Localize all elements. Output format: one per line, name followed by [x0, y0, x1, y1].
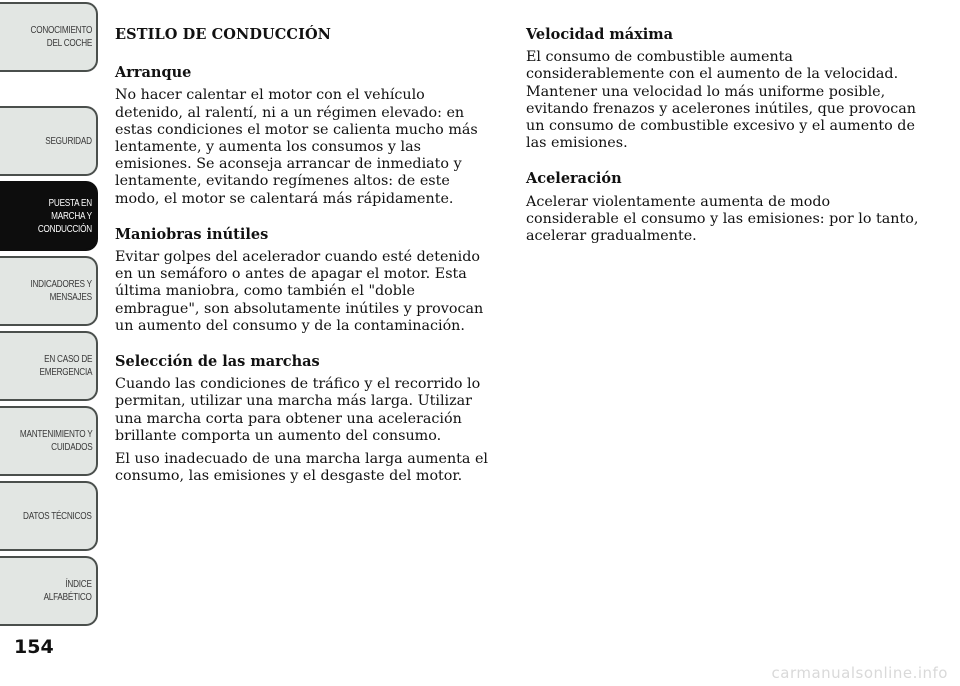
tab-label: CONOCIMIENTO DEL COCHE [30, 25, 92, 49]
section-heading: Aceleración [526, 170, 622, 188]
page-number: 154 [14, 636, 54, 658]
tab-mantenimiento-y-cuidados[interactable] [0, 406, 98, 476]
tab-datos-tecnicos[interactable] [0, 481, 98, 551]
body-paragraph: Cuando las condiciones de tráfico y el recorrido lo permitan, utilizar una marcha más larga. Utilizar una marcha corta para obtener una aceleración brillante comporta un aumento del consumo. [115, 376, 481, 444]
section-heading: Velocidad máxima [526, 26, 674, 43]
tab-en-caso-de-emergencia[interactable] [0, 331, 98, 401]
page-title: ESTILO DE CONDUCCIÓN [115, 26, 332, 43]
tab-indice-alfabetico[interactable] [0, 556, 98, 626]
body-paragraph: No hacer calentar el motor con el vehículo detenido, al ralentí, ni a un régimen elevado: en estas condiciones el motor se calienta mucho más lentamente, y aumenta los consumos y las emisiones. Se aconseja arrancar de inmediato y lentamente, evitando regímenes altos: de este modo, el motor se calentará más rápidamente. [115, 87, 478, 207]
tab-seguridad[interactable] [0, 106, 98, 176]
tab-label: PUESTA EN MARCHA Y CONDUCCIÓN [37, 197, 92, 235]
tab-label: DATOS TÉCNICOS [23, 510, 92, 522]
section-heading: Arranque [115, 64, 192, 82]
tab-indicadores-y-mensajes[interactable] [0, 256, 98, 326]
tab-label: ÍNDICE ALFABÉTICO [43, 579, 92, 603]
tab-label: SEGURIDAD [45, 135, 92, 147]
left-column [115, 20, 497, 503]
right-column [526, 20, 920, 263]
body-paragraph: Acelerar violentamente aumenta de modo considerable el consumo y las emisiones: por lo tanto, acelerar gradualmente. [526, 193, 919, 245]
tab-conocimiento-del-coche[interactable] [0, 2, 98, 72]
tab-label: INDICADORES Y MENSAJES [30, 279, 92, 303]
section-seleccion-marchas [115, 353, 497, 485]
watermark: carmanualsonline.info [771, 664, 948, 682]
section-heading: Selección de las marchas [115, 353, 320, 371]
tab-puesta-en-marcha-active[interactable] [0, 181, 98, 251]
tab-label: MANTENIMIENTO Y CUIDADOS [19, 429, 92, 453]
section-arranque [115, 64, 497, 208]
body-paragraph: Evitar golpes del acelerador cuando esté detenido en un semáforo o antes de apagar el motor. Esta última maniobra, como también el "doble embrague", son absolutamente inútiles y provocan un aumento del consumo y de la contaminación. [115, 249, 484, 334]
section-maniobras-inutiles [115, 226, 497, 335]
section-velocidad-maxima [526, 26, 920, 152]
body-paragraph: El consumo de combustible aumenta considerablemente con el aumento de la velocidad. Mantener una velocidad lo más uniforme posible, evitando frenazos y acelerones inútiles, que provocan un consumo de combustible excesivo y el aumento de las emisiones. [526, 49, 917, 152]
section-heading: Maniobras inútiles [115, 225, 269, 243]
chapter-tabs [0, 0, 100, 640]
section-aceleracion [526, 170, 920, 245]
body-paragraph: El uso inadecuado de una marcha larga aumenta el consumo, las emisiones y el desgaste del motor. [115, 451, 489, 485]
tab-label: EN CASO DE EMERGENCIA [39, 354, 92, 378]
